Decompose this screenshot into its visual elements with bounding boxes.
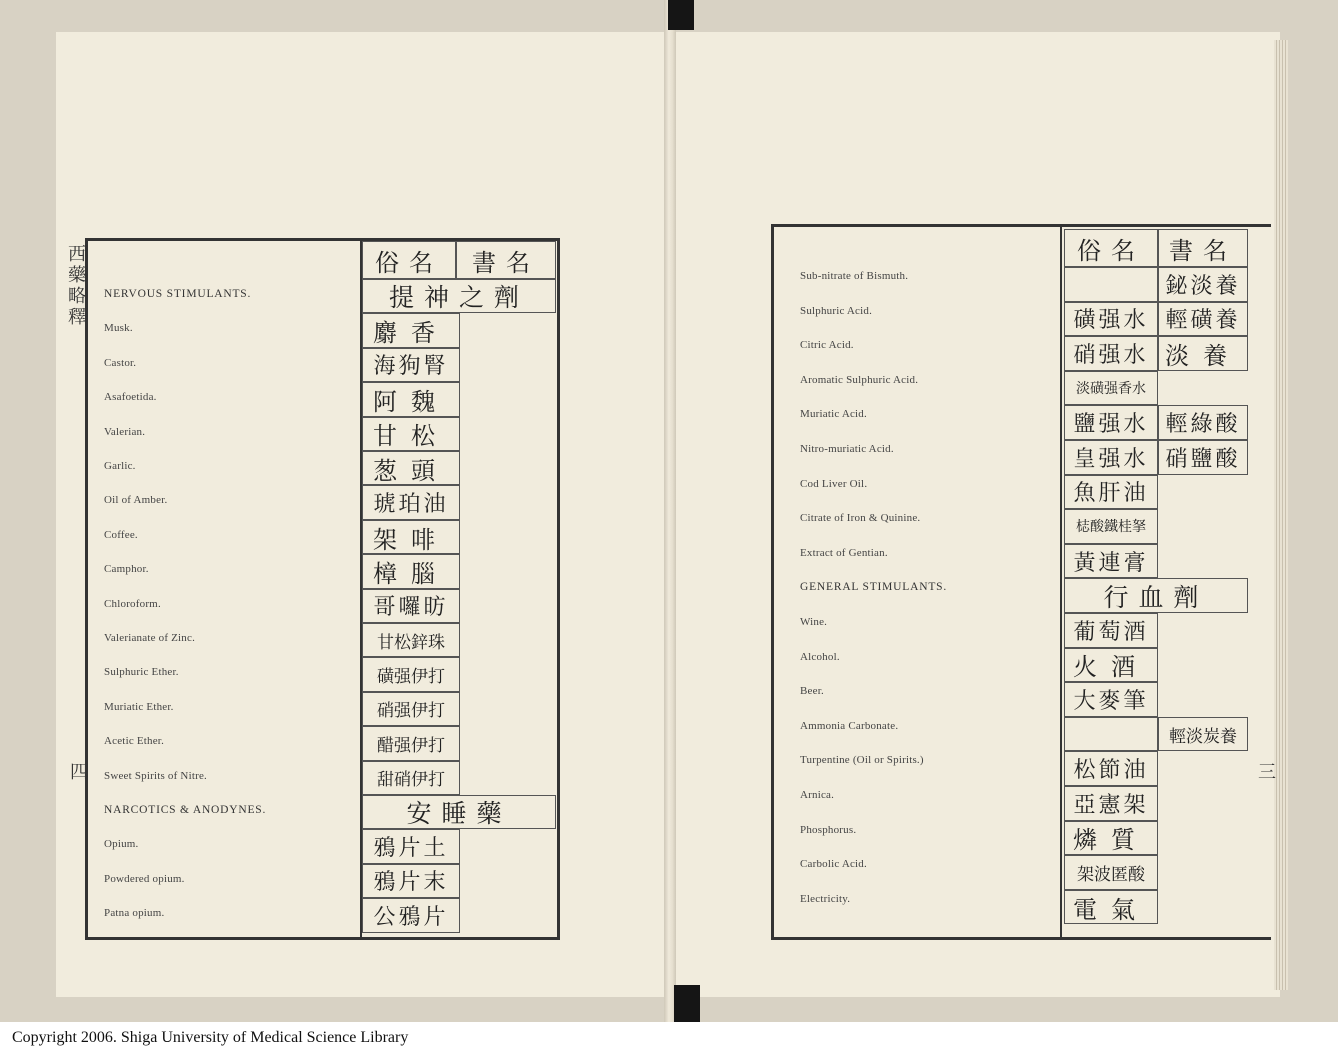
left-row-chinese: 醋强伊打 (362, 726, 460, 760)
right-row-common-name: 魚肝油 (1064, 475, 1158, 510)
right-row-book-name: 輕磺養 (1158, 302, 1248, 337)
left-row-english: Valerian. (104, 425, 146, 438)
right-row-common-name: 電氣 (1064, 890, 1158, 925)
right-row-english: Alcohol. (800, 650, 840, 663)
right-row-book-name (1158, 682, 1248, 717)
left-row-english: Coffee. (104, 528, 138, 541)
right-row-book-name: 輕綠酸 (1158, 405, 1248, 440)
right-row-english: Citrate of Iron & Quinine. (800, 512, 921, 525)
right-row-english: Cod Liver Oil. (800, 477, 868, 490)
right-row-common-name: 大麥筆 (1064, 682, 1158, 717)
right-row-book-name (1158, 544, 1248, 579)
left-section-heading: 提神之劑 (362, 279, 556, 313)
right-row-book-name (1158, 751, 1248, 786)
left-row-chinese: 甘松 (362, 417, 460, 451)
right-row-common-name: 葡萄酒 (1064, 613, 1158, 648)
right-row-common-name: 梽酸鐵桂拏 (1064, 509, 1158, 544)
right-row-english: Beer. (800, 685, 824, 698)
left-row-english: Camphor. (104, 563, 149, 576)
left-row-english: Asafoetida. (104, 391, 157, 404)
right-row-book-name: 硝鹽酸 (1158, 440, 1248, 475)
left-row-chinese: 甘松鋅珠 (362, 623, 460, 657)
right-row-common-name: 黃連膏 (1064, 544, 1158, 579)
left-row-english: Valerianate of Zinc. (104, 632, 196, 644)
page-edges (1274, 40, 1288, 990)
left-row-chinese: 架啡 (362, 520, 460, 554)
right-row-common-name: 皇强水 (1064, 440, 1158, 475)
left-row-chinese: 鴉片土 (362, 829, 460, 863)
left-row-english: Oil of Amber. (104, 494, 168, 507)
right-row-common-name: 松節油 (1064, 751, 1158, 786)
right-row-english: Electricity. (800, 892, 851, 905)
bookmark-ribbon-bottom (674, 985, 700, 1022)
right-row-book-name: 輕淡炭養 (1158, 717, 1248, 752)
right-row-common-name: 亞憲架 (1064, 786, 1158, 821)
left-row-chinese: 海狗腎 (362, 348, 460, 382)
left-row-english: Castor. (104, 356, 137, 369)
right-margin-folio: 三 (1255, 762, 1276, 783)
left-row-chinese: 甜硝伊打 (362, 761, 460, 795)
right-row-book-name (1158, 855, 1248, 890)
left-row-chinese: 硝强伊打 (362, 692, 460, 726)
left-row-english: Sulphuric Ether. (104, 666, 179, 679)
left-row-chinese: 樟腦 (362, 554, 460, 588)
right-row-english: Sub-nitrate of Bismuth. (800, 270, 909, 282)
left-row-english: Musk. (104, 322, 133, 335)
left-row-chinese: 葱頭 (362, 451, 460, 485)
right-row-common-name: 架波匿酸 (1064, 855, 1158, 890)
left-row-english: Chloroform. (104, 597, 161, 610)
left-row-english: Sweet Spirits of Nitre. (104, 769, 207, 782)
left-row-chinese: 磺强伊打 (362, 657, 460, 691)
right-row-book-name (1158, 475, 1248, 510)
right-header-common-name: 俗名 (1064, 229, 1158, 267)
right-row-english: Turpentine (Oil or Spirits.) (800, 754, 924, 767)
right-row-english: Arnica. (800, 789, 835, 801)
right-row-english: Muriatic Acid. (800, 408, 867, 421)
right-row-book-name (1158, 786, 1248, 821)
left-row-english: Powdered opium. (104, 872, 185, 885)
left-row-english: Opium. (104, 838, 139, 851)
right-row-book-name: 鉍淡養 (1158, 267, 1248, 302)
left-row-english: Muriatic Ether. (104, 700, 174, 713)
left-row-english: Patna opium. (104, 907, 165, 920)
right-row-english: Sulphuric Acid. (800, 304, 873, 317)
right-row-common-name: 火酒 (1064, 648, 1158, 683)
left-section-heading: 安睡藥 (362, 795, 556, 829)
right-row-common-name: 磺强水 (1064, 302, 1158, 337)
right-row-common-name (1064, 717, 1158, 752)
left-header-common-name: 俗名 (362, 241, 456, 279)
right-row-common-name: 鹽强水 (1064, 405, 1158, 440)
left-row-english: Acetic Ether. (104, 735, 165, 748)
left-row-english: NARCOTICS & ANODYNES. (104, 804, 267, 816)
left-row-chinese: 琥珀油 (362, 485, 460, 519)
right-row-book-name (1158, 613, 1248, 648)
right-section-heading: 行血劑 (1064, 578, 1248, 613)
left-header-book-name: 書名 (456, 241, 556, 279)
right-row-english: Carbolic Acid. (800, 858, 867, 871)
right-row-common-name: 淡磺强香水 (1064, 371, 1158, 406)
left-row-english: NERVOUS STIMULANTS. (104, 288, 252, 300)
left-margin-title: 西藥略釋 (65, 244, 86, 328)
left-row-chinese: 阿魏 (362, 382, 460, 416)
right-row-book-name (1158, 890, 1248, 925)
right-row-english: Citric Acid. (800, 339, 854, 352)
left-row-chinese: 哥囉昉 (362, 589, 460, 623)
right-row-common-name: 硝强水 (1064, 336, 1158, 371)
right-row-english: Phosphorus. (800, 823, 857, 836)
right-row-book-name (1158, 821, 1248, 856)
left-table-frame (85, 238, 560, 940)
bookmark-ribbon-top (668, 0, 694, 30)
right-row-english: Wine. (800, 616, 828, 628)
right-row-common-name (1064, 267, 1158, 302)
left-row-chinese: 公鴉片 (362, 898, 460, 932)
left-row-english: Garlic. (104, 460, 136, 472)
right-row-english: Ammonia Carbonate. (800, 719, 899, 732)
left-row-chinese: 鴉片末 (362, 864, 460, 898)
right-row-common-name: 燐質 (1064, 821, 1158, 856)
right-column-rule (1060, 226, 1062, 938)
book-gutter (664, 0, 676, 1022)
right-row-book-name (1158, 371, 1248, 406)
left-row-chinese: 麝香 (362, 313, 460, 347)
right-row-book-name (1158, 509, 1248, 544)
right-row-book-name: 淡養 (1158, 336, 1248, 371)
right-row-english: Nitro-muriatic Acid. (800, 443, 894, 455)
right-row-english: Extract of Gentian. (800, 546, 888, 559)
right-header-book-name: 書名 (1158, 229, 1248, 267)
left-margin-folio: 四 (67, 762, 88, 783)
right-row-english: Aromatic Sulphuric Acid. (800, 373, 919, 386)
copyright-notice: Copyright 2006. Shiga University of Medical Science Library (12, 1029, 409, 1046)
right-row-english: GENERAL STIMULANTS. (800, 581, 948, 594)
right-row-book-name (1158, 648, 1248, 683)
